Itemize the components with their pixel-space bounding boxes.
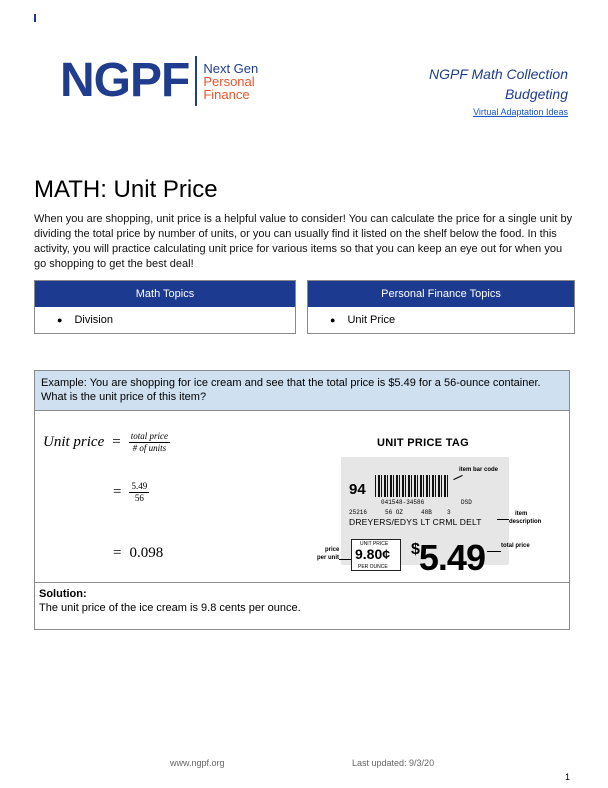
math-topic-label: Division bbox=[74, 314, 113, 326]
logo-line-2: Personal bbox=[203, 73, 255, 89]
finance-topic-label: Unit Price bbox=[347, 314, 396, 326]
equation-line-2 bbox=[105, 481, 149, 504]
collection-name: NGPF Math Collection bbox=[428, 66, 568, 82]
finance-topics-item bbox=[308, 307, 574, 333]
callout-arrow bbox=[339, 559, 351, 560]
tag-line2-d: 3 bbox=[447, 509, 451, 516]
finance-topics-box bbox=[307, 280, 575, 334]
virtual-adaptation-link[interactable]: Virtual Adaptation Ideas bbox=[473, 107, 568, 117]
math-topics-item bbox=[35, 307, 295, 333]
tag-aisle-number: 94 bbox=[349, 481, 366, 498]
equation-lhs: Unit price bbox=[43, 434, 105, 450]
tag-line2-c: 48B bbox=[421, 509, 432, 516]
equals-sign: = bbox=[113, 484, 122, 500]
tag-total-price bbox=[411, 537, 485, 579]
barcode-icon bbox=[375, 475, 449, 497]
callout-total: total price bbox=[501, 543, 530, 549]
equation-line-1 bbox=[43, 431, 170, 454]
tag-line2-b: 56 OZ bbox=[385, 509, 404, 516]
callout-price: price bbox=[325, 547, 340, 553]
logo-mark: NGPF bbox=[60, 54, 190, 107]
bullet-icon: ● bbox=[330, 315, 336, 325]
tag-title: UNIT PRICE TAG bbox=[377, 437, 469, 449]
equals-sign: = bbox=[112, 434, 121, 450]
unit-name: Budgeting bbox=[504, 86, 568, 102]
unit-price-value: 9.80¢ bbox=[355, 546, 391, 562]
math-topics-heading: Math Topics bbox=[35, 281, 295, 307]
value-denominator: 56 bbox=[134, 493, 144, 503]
tag-line2-a: 25216 bbox=[349, 509, 368, 516]
callout-arrow bbox=[497, 519, 509, 520]
callout-item: item bbox=[515, 511, 528, 517]
tag-dsd: DSD bbox=[461, 499, 472, 506]
logo-line-1: Next Gen bbox=[203, 60, 259, 76]
formula-fraction bbox=[129, 431, 170, 454]
callout-description: description bbox=[509, 519, 542, 525]
formula-denominator: # of units bbox=[132, 443, 167, 453]
callout-barcode: item bar code bbox=[459, 467, 499, 473]
solution-label: Solution: bbox=[39, 588, 87, 600]
value-numerator: 5.49 bbox=[131, 481, 148, 491]
formula-numerator: total price bbox=[130, 431, 168, 441]
footer-updated: Last updated: 9/3/20 bbox=[352, 758, 435, 768]
tag-unit-price-box bbox=[351, 539, 401, 571]
unit-price-label: UNIT PRICE bbox=[360, 541, 389, 547]
corner-mark bbox=[34, 14, 36, 22]
callout-per-unit: per unit bbox=[317, 555, 339, 561]
bullet-icon: ● bbox=[57, 315, 63, 325]
math-topics-box bbox=[34, 280, 296, 334]
example-work bbox=[35, 411, 569, 583]
finance-topics-heading: Personal Finance Topics bbox=[308, 281, 574, 307]
solution-text: The unit price of the ice cream is 9.8 cents per ounce. bbox=[39, 602, 301, 614]
unit-price-tag-image bbox=[311, 433, 542, 578]
logo-divider bbox=[195, 56, 197, 106]
intro-paragraph: When you are shopping, unit price is a helpful value to consider! You can calculate the price for a single unit by dividing the total price by number of units, or you can usually find it listed on the shelf below the food. In this activity, you will practice calculating unit price for various items so that you can keep an eye out for when you go shopping to get the best deal! bbox=[34, 213, 573, 270]
per-ounce-label: PER OUNCE bbox=[358, 564, 388, 570]
ngpf-logo bbox=[60, 56, 258, 106]
equals-sign: = bbox=[113, 545, 122, 561]
total-price-value: 5.49 bbox=[418, 537, 485, 578]
logo-line-3: Finance bbox=[203, 86, 250, 102]
example-box bbox=[34, 370, 570, 630]
currency-symbol: $ bbox=[411, 541, 419, 558]
footer-site: www.ngpf.org bbox=[170, 758, 225, 768]
callout-arrow bbox=[487, 551, 501, 552]
solution-section bbox=[35, 583, 569, 619]
example-question: Example: You are shopping for ice cream and see that the total price is $5.49 for a 56-ounce container. What is the unit price of this item? bbox=[35, 371, 569, 411]
tag-description: DREYERS/EDYS LT CRML DELT bbox=[349, 517, 482, 527]
page-number: 1 bbox=[564, 772, 570, 782]
page-title: MATH: Unit Price bbox=[34, 176, 218, 203]
equation-result: 0.098 bbox=[129, 545, 164, 561]
logo-text bbox=[203, 62, 258, 101]
equation-line-3 bbox=[105, 545, 163, 562]
tag-barcode-number: 041548-34586 bbox=[381, 499, 425, 506]
header-right bbox=[429, 64, 568, 120]
value-fraction bbox=[129, 481, 149, 504]
